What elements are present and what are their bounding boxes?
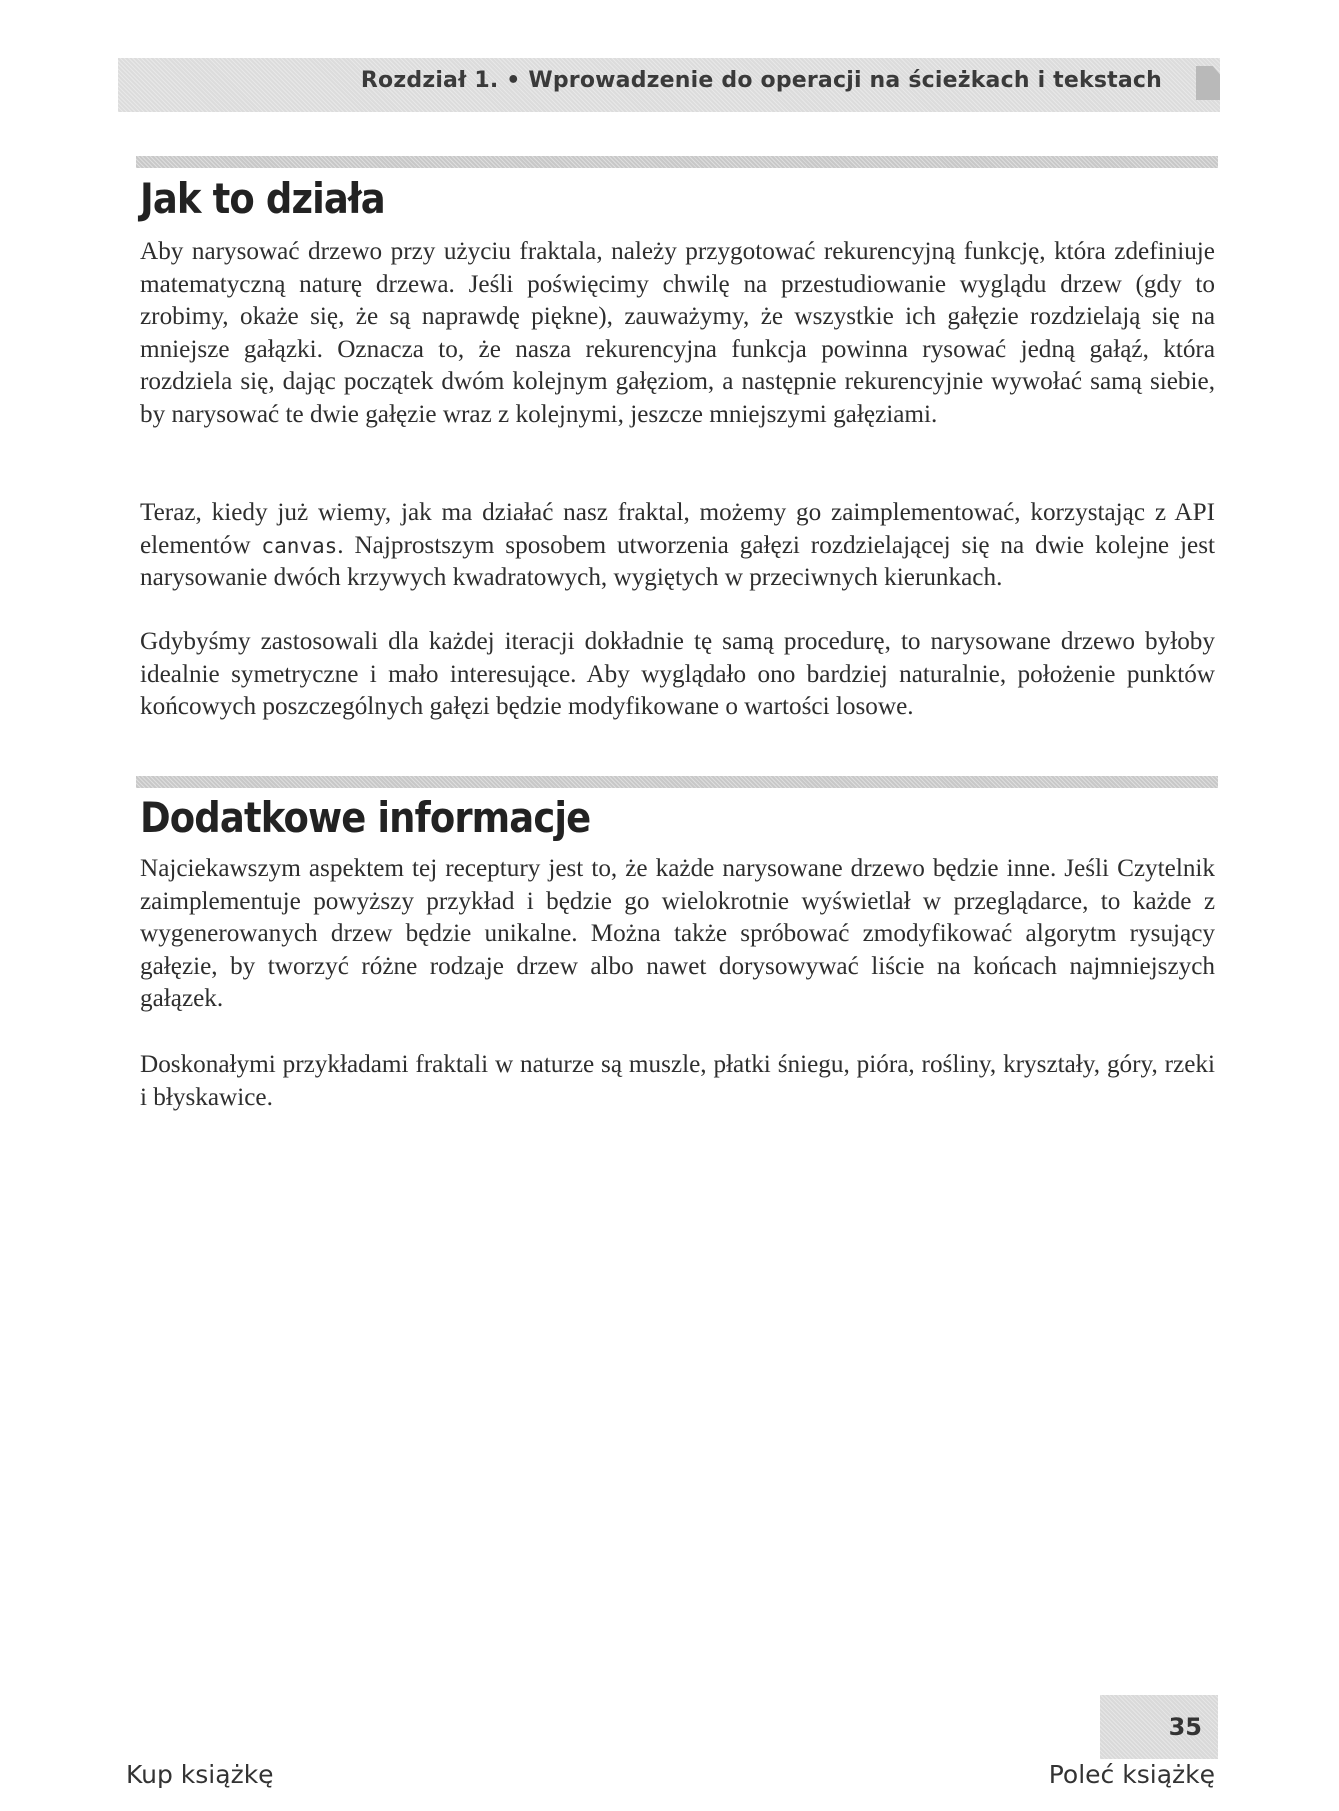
body-paragraph: Aby narysować drzewo przy użyciu fraktala, należy przygotować rekurencyjną funkcję, która zdefiniuje matematyczną naturę drzewa. Jeśli poświęcimy chwilę na przestudiowanie wyglądu drzew (gdy to zrobimy, okaże się, że są naprawdę piękne), zauważymy, że wszystkie ich gałęzie rozdzielają się na mniejsze gałązki. Oznacza to, że nasza rekurencyjna funkcja powinna rysować jedną gałąź, która rozdziela się, dając początek dwóm kolejnym gałęziom, a następnie rekurencyjnie wywołać samą siebie, by narysować te dwie gałęzie wraz z kolejnymi, jeszcze mniejszymi gałęziami. — [140, 238, 1215, 428]
section-divider — [136, 776, 1218, 788]
body-paragraph: Najciekawszym aspektem tej receptury jest to, że każde narysowane drzewo będzie inne. Jeśli Czytelnik zaimplementuje powyższy przykład i będzie go wielokrotnie wyświetlał w przeglądarce, to każde z wygenerowanych drzew będzie unikalne. Można także spróbować zmodyfikować algorytm rysujący gałęzie, by tworzyć różne rodzaje drzew albo nawet dorysowywać liście na końcach najmniejszych gałązek. — [140, 855, 1215, 1012]
body-paragraph — [140, 497, 1215, 595]
section-heading: Jak to działa — [140, 174, 385, 223]
page-number: 35 — [1168, 1713, 1202, 1741]
body-paragraph: Gdybyśmy zastosowali dla każdej iteracji dokładnie tę samą procedurę, to narysowane drzewo byłoby idealnie symetryczne i mało interesujące. Aby wyglądało ono bardziej naturalnie, położenie punktów końcowych poszczególnych gałęzi będzie modyfikowane o wartości losowe. — [140, 628, 1215, 720]
recommend-book-link[interactable]: Poleć książkę — [1048, 1760, 1215, 1789]
inline-code: canvas — [261, 533, 338, 558]
section-divider — [136, 156, 1218, 168]
buy-book-link[interactable]: Kup książkę — [126, 1760, 274, 1789]
paragraph-text: Teraz, kiedy już wiemy, jak ma działać nasz fraktal, możemy go zaimplementować, korzystając z API elementów — [140, 499, 1215, 559]
section-heading: Dodatkowe informacje — [140, 793, 591, 842]
page-tab-marker — [1196, 66, 1220, 100]
body-paragraph: Doskonałymi przykładami fraktali w naturze są muszle, płatki śniegu, pióra, rośliny, kryształy, góry, rzeki i błyskawice. — [140, 1051, 1215, 1111]
running-header — [118, 58, 1220, 112]
paragraph-text: . Najprostszym sposobem utworzenia gałęzi rozdzielającej się na dwie kolejne jest narysowanie dwóch krzywych kwadratowych, wygiętych w przeciwnych kierunkach. — [140, 531, 1215, 591]
page-number-box — [1100, 1695, 1218, 1759]
running-header-title: Rozdział 1. • Wprowadzenie do operacji na ścieżkach i tekstach — [360, 68, 1162, 93]
